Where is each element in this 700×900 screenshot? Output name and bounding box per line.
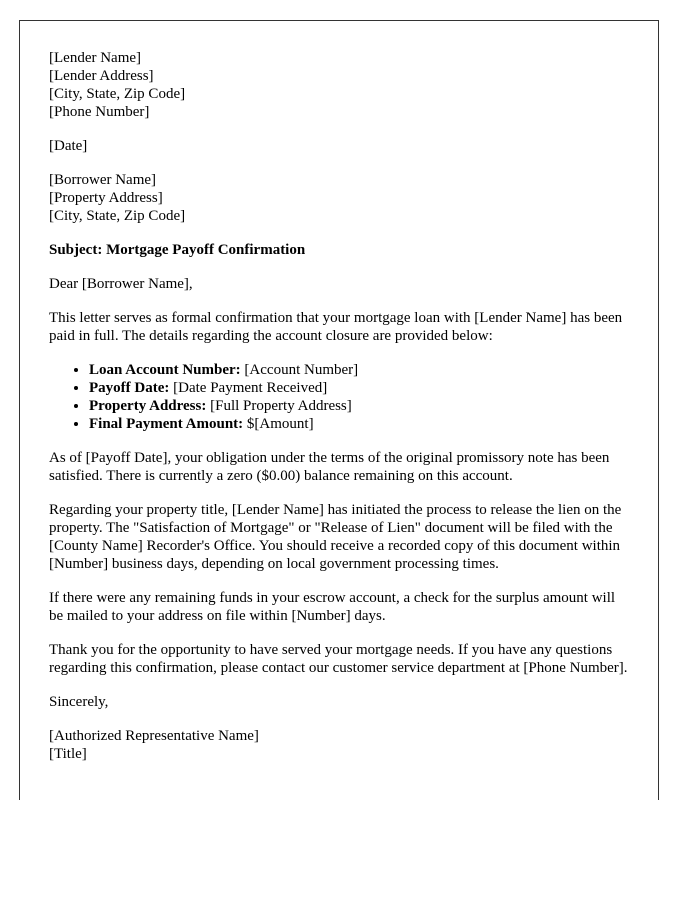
sender-city: [City, State, Zip Code] xyxy=(49,86,186,102)
detail-value: [Account Number] xyxy=(240,362,359,378)
detail-value: $[Amount] xyxy=(243,416,314,432)
details-list xyxy=(49,361,628,433)
list-item xyxy=(89,415,628,433)
body-paragraph: Thank you for the opportunity to have served your mortgage needs. If you have any questions regarding this confirmation, please contact our customer service department at [Phone Number]. xyxy=(49,642,628,676)
closing: Sincerely, xyxy=(49,694,109,710)
sender-address: [Lender Address] xyxy=(49,68,154,84)
recipient-block xyxy=(49,171,628,225)
intro-paragraph: This letter serves as formal confirmation that your mortgage loan with [Lender Name] has been paid in full. The details regarding the account closure are provided below: xyxy=(49,310,623,344)
detail-label: Loan Account Number: xyxy=(89,362,241,378)
letter-date: [Date] xyxy=(49,138,88,154)
sender-block xyxy=(49,49,628,121)
recipient-city: [City, State, Zip Code] xyxy=(49,208,186,224)
body-paragraph: Regarding your property title, [Lender Name] has initiated the process to release the lien on the property. The "Satisfaction of Mortgage" or "Release of Lien" document will be filed with the [County Name] Recorder's Office. You should receive a recorded copy of this document within [Number] business days, depending on local government processing times. xyxy=(49,502,622,572)
signature-name: [Authorized Representative Name] xyxy=(49,728,259,744)
list-item xyxy=(89,397,628,415)
letter-page xyxy=(19,20,659,800)
subject-line: Subject: Mortgage Payoff Confirmation xyxy=(49,242,306,258)
detail-value: [Date Payment Received] xyxy=(169,380,328,396)
detail-label: Property Address: xyxy=(89,398,207,414)
recipient-name: [Borrower Name] xyxy=(49,172,157,188)
list-item xyxy=(89,361,628,379)
body-paragraph: If there were any remaining funds in your escrow account, a check for the surplus amount will be mailed to your address on file within [Number] days. xyxy=(49,590,616,624)
salutation: Dear [Borrower Name], xyxy=(49,276,193,292)
body-paragraph: As of [Payoff Date], your obligation under the terms of the original promissory note has been satisfied. There is currently a zero ($0.00) balance remaining on this account. xyxy=(49,450,610,484)
sender-phone: [Phone Number] xyxy=(49,104,150,120)
detail-label: Payoff Date: xyxy=(89,380,170,396)
signature-title: [Title] xyxy=(49,746,87,762)
detail-value: [Full Property Address] xyxy=(206,398,352,414)
detail-label: Final Payment Amount: xyxy=(89,416,244,432)
list-item xyxy=(89,379,628,397)
recipient-address: [Property Address] xyxy=(49,190,163,206)
signature-block xyxy=(49,727,628,763)
sender-name: [Lender Name] xyxy=(49,50,142,66)
